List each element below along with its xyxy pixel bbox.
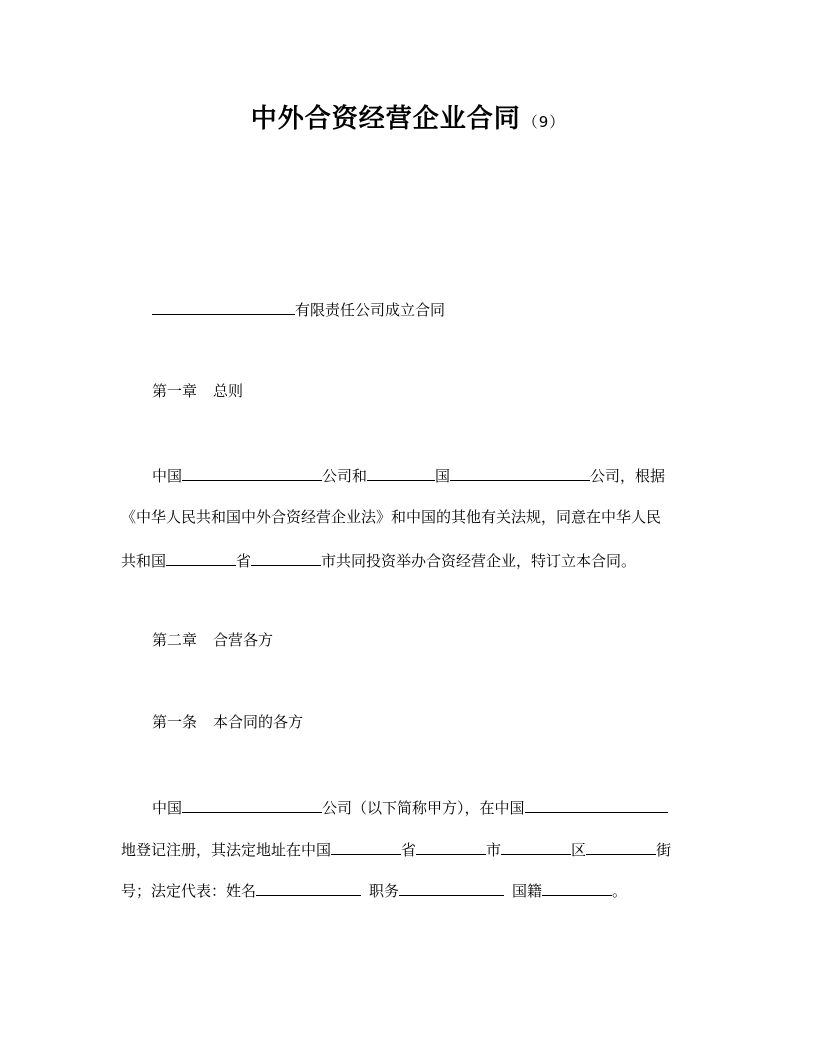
- chapter-2-title: 合营各方: [213, 631, 274, 649]
- para2-line1: [152, 796, 668, 818]
- company-name-blank: [152, 298, 295, 315]
- chapter-1-heading: [152, 381, 243, 401]
- para2-text: 市: [486, 841, 502, 859]
- company-name-line: [152, 298, 445, 320]
- blank-field: [256, 879, 361, 896]
- para2-text: 公司（以下简称甲方），在中国: [322, 799, 525, 817]
- para2-text: 街: [656, 841, 672, 859]
- blank-field: [182, 796, 322, 813]
- para1-line2: [121, 507, 661, 527]
- para2-text: 地登记注册，其法定地址在中国: [121, 841, 332, 859]
- para2-line3: [121, 879, 627, 901]
- para1-text: 《中华人民共和国中外合资经营企业法》和中国的其他有关法规，同意在中华人民: [121, 508, 662, 526]
- blank-field: [182, 464, 322, 481]
- para2-text: 。: [612, 882, 628, 900]
- blank-field: [251, 549, 321, 566]
- para1-line3: [121, 549, 636, 571]
- para1-text: 公司和: [322, 467, 368, 485]
- blank-field: [586, 838, 656, 855]
- para1-text: 市共同投资举办合资经营企业，特订立本合同。: [321, 552, 637, 570]
- article-1-heading: [152, 712, 303, 732]
- blank-field: [542, 879, 612, 896]
- para1-text: 国: [435, 467, 451, 485]
- document-title: [0, 98, 816, 135]
- chapter-1-title: 总则: [213, 382, 244, 400]
- para2-text: 区: [571, 841, 587, 859]
- blank-field: [501, 838, 571, 855]
- blank-field: [416, 838, 486, 855]
- blank-field: [331, 838, 401, 855]
- blank-field: [367, 464, 435, 481]
- title-suffix: （9）: [522, 113, 566, 131]
- blank-field: [450, 464, 590, 481]
- article-1-title: 本合同的各方: [213, 713, 304, 731]
- para2-text: 国籍: [512, 882, 543, 900]
- title-main: 中外合资经营企业合同: [250, 104, 521, 134]
- para1-text: 中国: [152, 467, 183, 485]
- company-contract-label: 有限责任公司成立合同: [295, 301, 446, 319]
- blank-field: [525, 796, 668, 813]
- blank-field: [166, 549, 236, 566]
- para1-text: 公司，根据: [590, 467, 666, 485]
- para2-line2: [121, 838, 671, 860]
- blank-field: [399, 879, 504, 896]
- para2-text: 中国: [152, 799, 183, 817]
- para2-text: 省: [401, 841, 417, 859]
- para1-line1: [152, 464, 665, 486]
- article-1-number: 第一条: [152, 713, 198, 731]
- para2-text: 职务: [369, 882, 400, 900]
- chapter-2-heading: [152, 630, 273, 650]
- chapter-2-number: 第二章: [152, 631, 198, 649]
- chapter-1-number: 第一章: [152, 382, 198, 400]
- para2-text: 号；法定代表：姓名: [121, 882, 257, 900]
- para1-text: 省: [236, 552, 252, 570]
- para1-text: 共和国: [121, 552, 167, 570]
